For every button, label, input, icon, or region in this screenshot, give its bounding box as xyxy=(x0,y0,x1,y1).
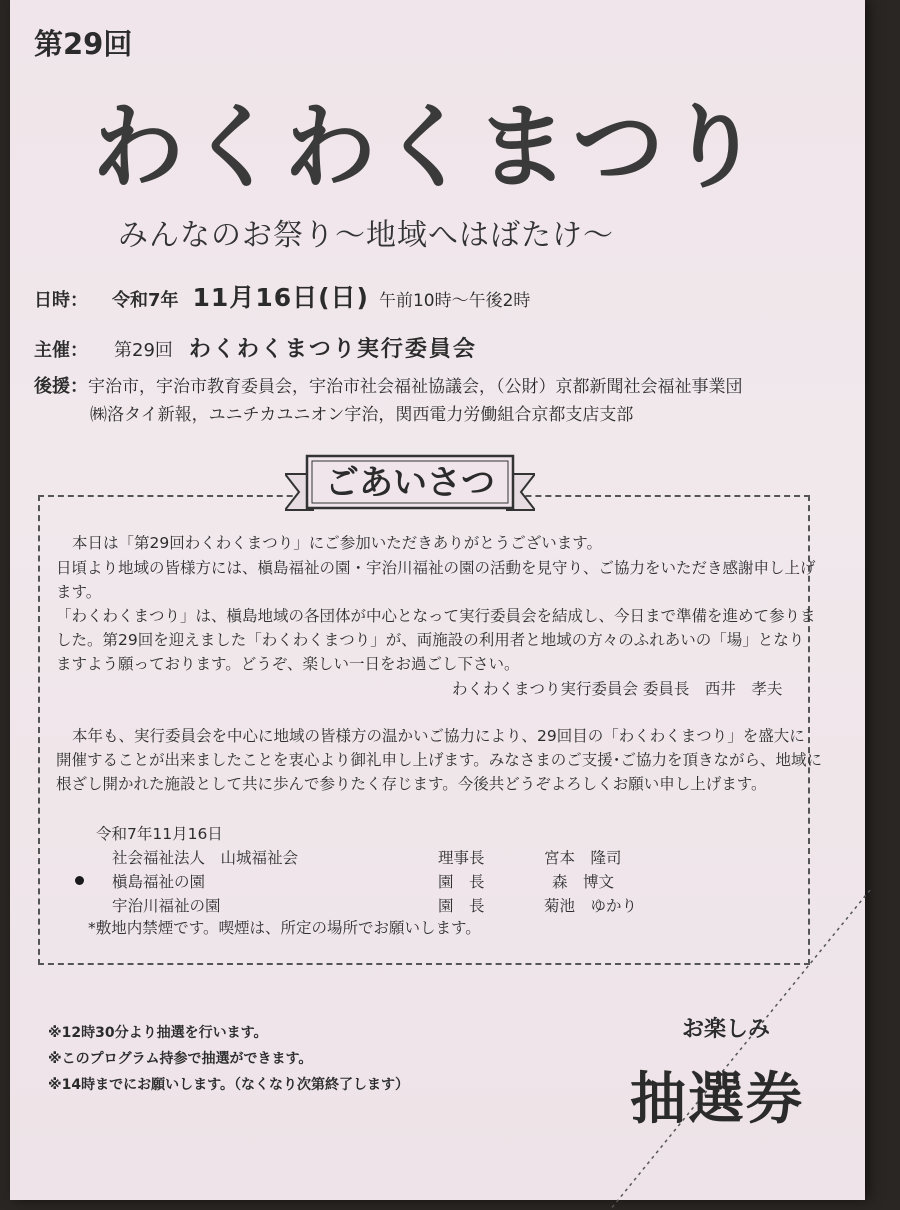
org-title: 理事長 xyxy=(438,849,485,867)
host-name: わくわくまつり実行委員会 xyxy=(188,337,477,362)
edition-label: 第29回 xyxy=(34,27,133,61)
date-era: 令和7年 xyxy=(112,290,179,311)
support-row xyxy=(34,372,743,398)
date-day: 11月16日(日) xyxy=(192,283,369,312)
host-edition: 第29回 xyxy=(114,340,173,361)
support-label: 後援： xyxy=(34,376,88,397)
org-person: 宮本 隆司 xyxy=(544,849,622,867)
raffle-note: ※12時30分より抽選を行います。 xyxy=(48,1025,268,1041)
org-title: 園 長 xyxy=(438,897,485,915)
support-line-1: 宇治市，宇治市教育委員会，宇治市社会福祉協議会，（公財）京都新聞社会福祉事業団 xyxy=(88,377,743,397)
greeting-date: 令和7年11月16日 xyxy=(96,825,223,843)
greeting-line: 開催することが出来ましたことを衷心より御礼申し上げます。みなさまのご支援･ご協力を頂きながら、地域に xyxy=(56,751,823,769)
greeting-heading: ごあいさつ xyxy=(325,463,495,503)
no-smoking-note: *敷地内禁煙です。喫煙は、所定の場所でお願いします。 xyxy=(88,919,481,937)
raffle-note: ※このプログラム持参で抽選ができます。 xyxy=(48,1051,313,1067)
org-person: 菊池 ゆかり xyxy=(544,897,638,915)
date-label: 日時： xyxy=(34,290,88,311)
date-row xyxy=(34,278,530,314)
ink-dot xyxy=(75,876,84,885)
greeting-line: ます。 xyxy=(56,583,102,601)
greeting-line: した。第29回を迎えました「わくわくまつり」が、両施設の利用者と地域の方々のふれあいの「場」となり xyxy=(56,631,805,649)
org-name: 槇島福祉の園 xyxy=(112,873,206,891)
committee-signature: わくわくまつり実行委員会 委員長 西井 孝夫 xyxy=(452,680,783,698)
raffle-ticket-title: 抽選券 xyxy=(630,1067,804,1132)
host-label: 主催： xyxy=(34,340,88,361)
date-time: 午前10時～午後2時 xyxy=(378,291,531,311)
greeting-line: 日頃より地域の皆様方には、槇島福祉の園・宇治川福祉の園の活動を見守り、ご協力をいただき感謝申し上げ xyxy=(56,559,816,577)
greeting-line: 本日は「第29回わくわくまつり」にご参加いただきありがとうございます。 xyxy=(72,534,602,552)
event-subtitle: みんなのお祭り～地域へはばたけ～ xyxy=(118,218,614,253)
greeting-line: 本年も、実行委員会を中心に地域の皆様方の温かいご協力により、29回目の「わくわくまつり」を盛大に xyxy=(72,727,805,745)
raffle-ticket-caption: お楽しみ xyxy=(682,1017,771,1042)
greeting-line: 根ざし開かれた施設として共に歩んで参りたく存じます。今後共どうぞよろしくお願い申し上げます。 xyxy=(56,775,767,793)
org-name: 社会福祉法人 山城福祉会 xyxy=(112,849,299,867)
event-title: わくわくまつり xyxy=(92,94,765,201)
host-row xyxy=(34,332,477,363)
raffle-note: ※14時までにお願いします。（なくなり次第終了します） xyxy=(48,1077,409,1093)
tear-off-line xyxy=(570,890,890,1210)
greeting-line: ますよう願っております。どうぞ、楽しい一日をお過ごし下さい。 xyxy=(56,655,520,673)
org-title: 園 長 xyxy=(438,873,485,891)
greeting-line: 「わくわくまつり」は、槇島地域の各団体が中心となって実行委員会を結成し、今日まで準備を進めて参りま xyxy=(56,607,816,625)
org-name: 宇治川福祉の園 xyxy=(112,897,221,915)
support-line-2: ㈱洛タイ新報，ユニチカユニオン宇治，関西電力労働組合京都支店支部 xyxy=(90,405,634,425)
org-person: 森 博文 xyxy=(552,873,615,891)
program-sheet xyxy=(10,0,865,1200)
